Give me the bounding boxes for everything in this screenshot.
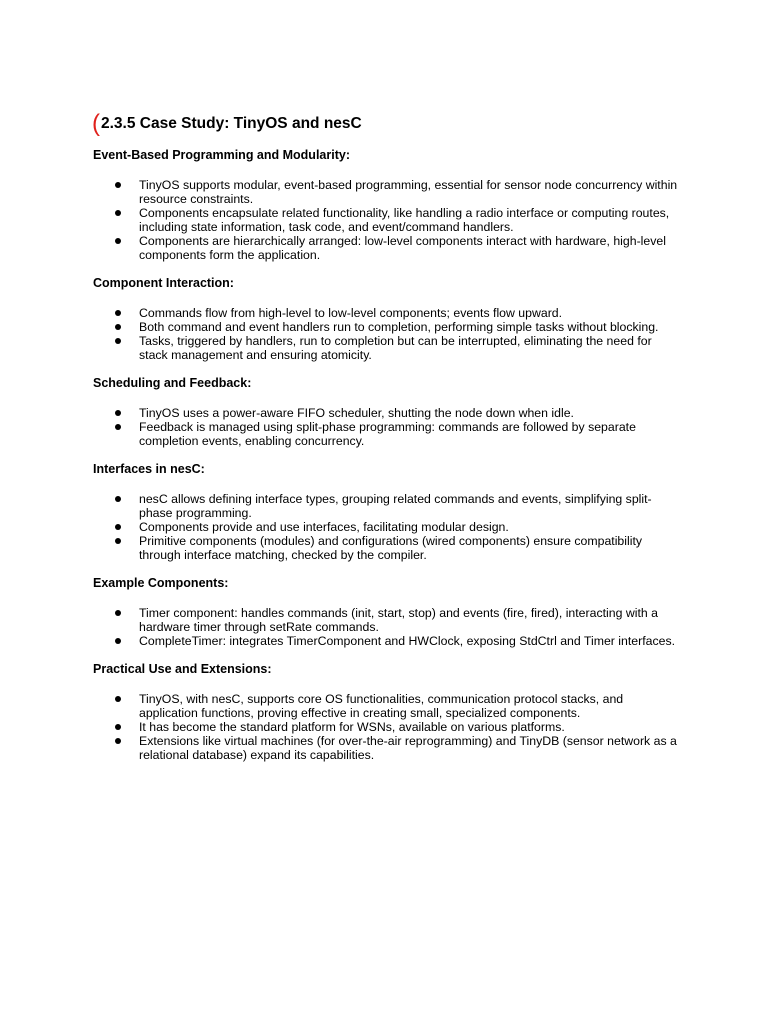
list-item (93, 306, 683, 320)
section-example-components (93, 576, 683, 648)
list-item-text: It has become the standard platform for WSNs, available on various platforms. (139, 720, 565, 734)
list-item-text: Feedback is managed using split-phase programming: commands are followed by separate completion events, enabling concurrency. (139, 420, 636, 448)
bullet-icon (115, 724, 121, 730)
bullet-icon (115, 696, 121, 702)
bullet-icon (115, 324, 121, 330)
title-mark: ( (92, 110, 100, 137)
list-item-text: Tasks, triggered by handlers, run to completion but can be interrupted, eliminating the need for stack management and ensuring atomicity. (139, 334, 652, 362)
page-title: 2.3.5 Case Study: TinyOS and nesC (101, 115, 362, 132)
section-heading: Example Components: (93, 576, 229, 590)
list-item (93, 320, 683, 334)
list-item (93, 520, 683, 534)
section-heading: Practical Use and Extensions: (93, 662, 272, 676)
bullet-icon (115, 424, 121, 430)
section-interfaces-nesc (93, 462, 683, 562)
list-item-text: Primitive components (modules) and configurations (wired components) ensure compatibility through interface matching, checked by the compiler. (139, 534, 643, 562)
section-heading: Scheduling and Feedback: (93, 376, 252, 390)
list-item-text: TinyOS, with nesC, supports core OS functionalities, communication protocol stacks, and application functions, proving effective in creating small, specialized components. (139, 692, 624, 720)
list-item-text: Extensions like virtual machines (for over-the-air reprogramming) and TinyDB (sensor network as a relational database) expand its capabilities. (139, 734, 677, 762)
list-item (93, 178, 683, 206)
list-item (93, 420, 683, 448)
section-component-interaction (93, 276, 683, 362)
document-page (93, 108, 683, 762)
bullet-icon (115, 182, 121, 188)
bullet-icon (115, 496, 121, 502)
list-item-text: Both command and event handlers run to completion, performing simple tasks without blocking. (139, 320, 659, 334)
bullet-list (93, 606, 683, 648)
list-item-text: Timer component: handles commands (init, start, stop) and events (fire, fired), interacting with a hardware timer through setRate commands. (139, 606, 658, 634)
list-item-text: nesC allows defining interface types, grouping related commands and events, simplifying split-phase programming. (139, 492, 652, 520)
bullet-icon (115, 338, 121, 344)
section-heading: Component Interaction: (93, 276, 234, 290)
section-scheduling-feedback (93, 376, 683, 448)
list-item (93, 692, 683, 720)
list-item (93, 406, 683, 420)
list-item (93, 606, 683, 634)
section-event-based-programming (93, 148, 683, 262)
bullet-list (93, 306, 683, 362)
section-heading: Interfaces in nesC: (93, 462, 205, 476)
bullet-icon (115, 524, 121, 530)
section-heading: Event-Based Programming and Modularity: (93, 148, 350, 162)
list-item (93, 734, 683, 762)
list-item-text: TinyOS uses a power-aware FIFO scheduler, shutting the node down when idle. (139, 406, 574, 420)
list-item (93, 334, 683, 362)
title-row (92, 108, 683, 137)
bullet-icon (115, 638, 121, 644)
list-item (93, 206, 683, 234)
bullet-list (93, 492, 683, 562)
list-item (93, 720, 683, 734)
list-item-text: TinyOS supports modular, event-based programming, essential for sensor node concurrency within resource constraints. (139, 178, 678, 206)
list-item-text: CompleteTimer: integrates TimerComponent and HWClock, exposing StdCtrl and Timer interfaces. (139, 634, 676, 648)
list-item (93, 234, 683, 262)
bullet-icon (115, 210, 121, 216)
bullet-icon (115, 538, 121, 544)
list-item (93, 534, 683, 562)
bullet-icon (115, 310, 121, 316)
bullet-icon (115, 238, 121, 244)
list-item (93, 634, 683, 648)
list-item-text: Commands flow from high-level to low-level components; events flow upward. (139, 306, 563, 320)
bullet-list (93, 406, 683, 448)
list-item-text: Components are hierarchically arranged: low-level components interact with hardware, high-level components form the application. (139, 234, 666, 262)
bullet-list (93, 178, 683, 262)
bullet-icon (115, 610, 121, 616)
list-item (93, 492, 683, 520)
bullet-list (93, 692, 683, 762)
list-item-text: Components encapsulate related functionality, like handling a radio interface or computing routes, including state information, task code, and event/command handlers. (139, 206, 670, 234)
bullet-icon (115, 738, 121, 744)
section-practical-use (93, 662, 683, 762)
list-item-text: Components provide and use interfaces, facilitating modular design. (139, 520, 509, 534)
bullet-icon (115, 410, 121, 416)
